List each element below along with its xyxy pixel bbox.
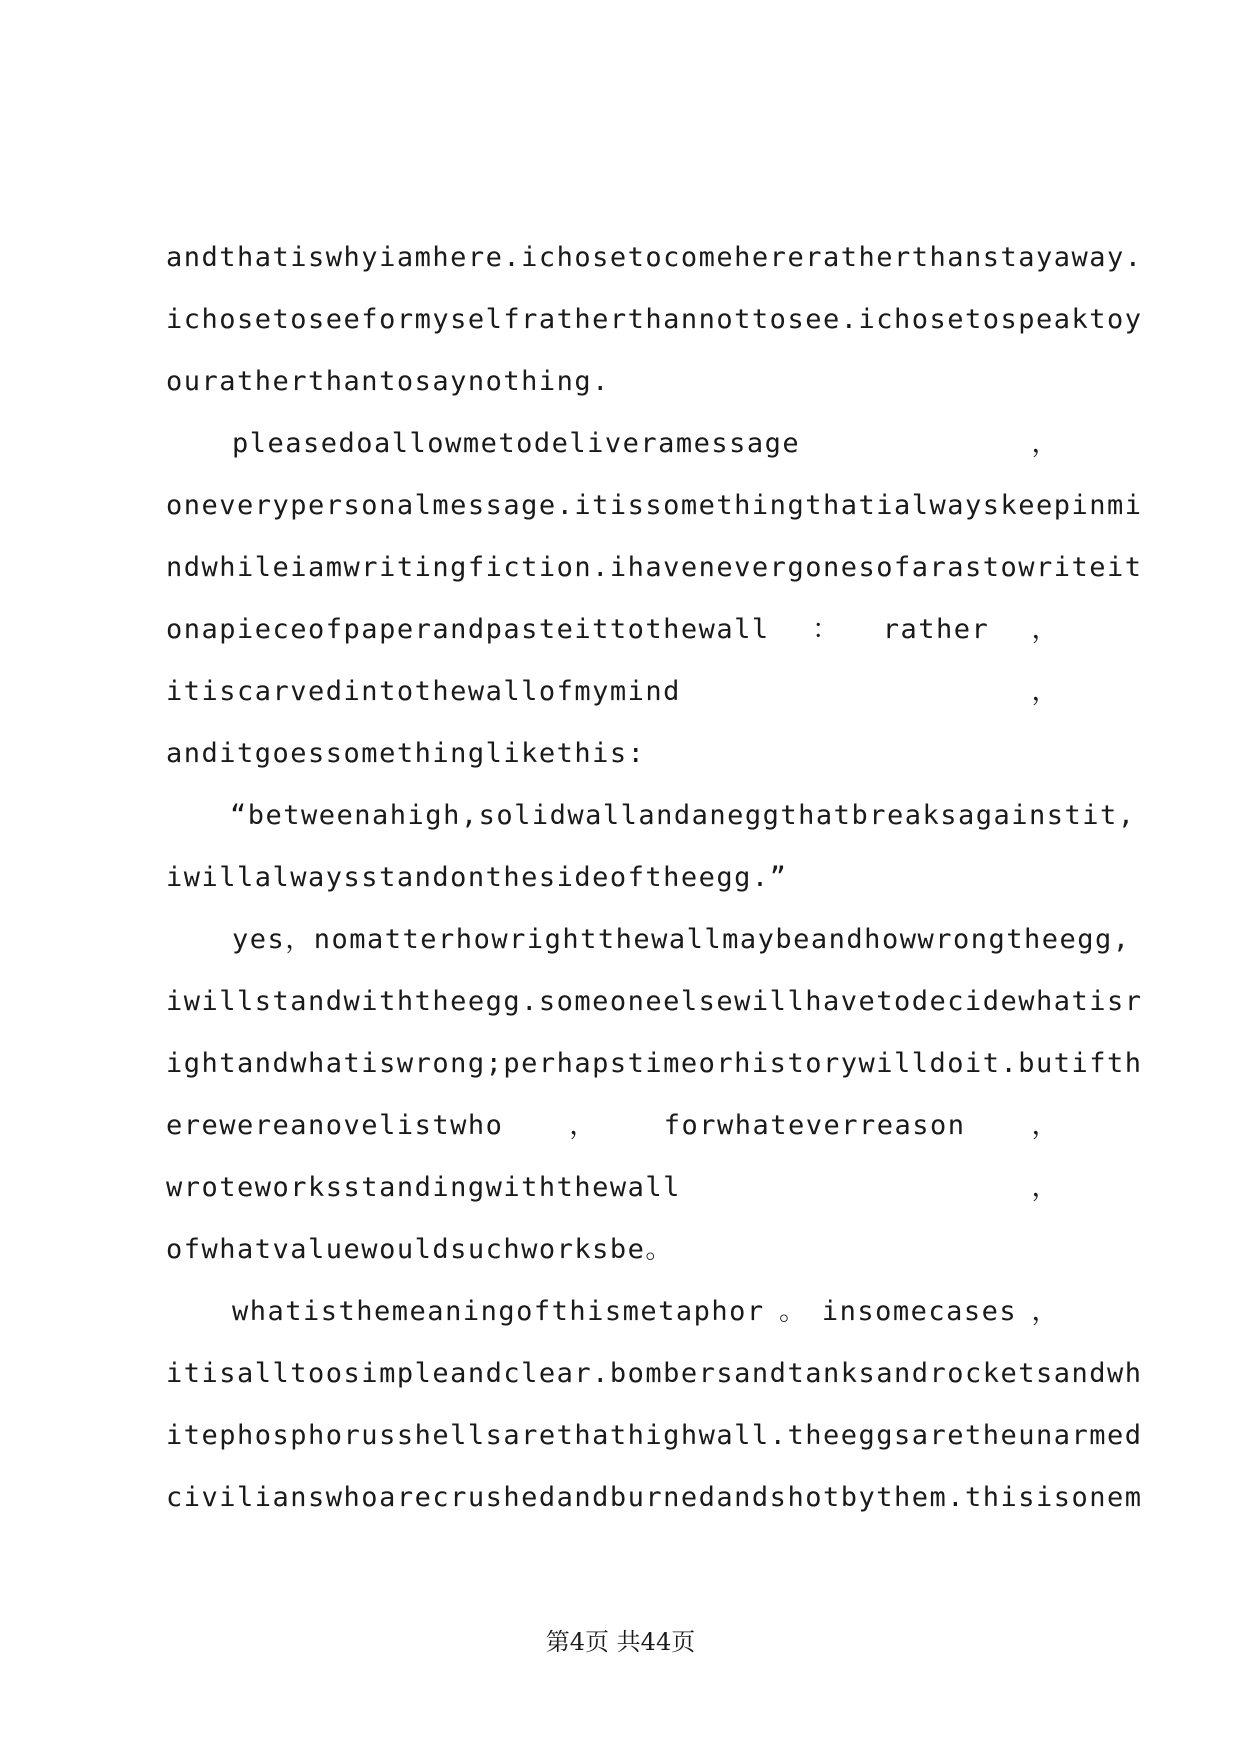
text-segment: onapieceofpaperandpasteittothewall: [166, 614, 770, 645]
text-segment: insomecases: [821, 1296, 1018, 1327]
text-line: iwillalwaysstandonthesideoftheegg.”: [166, 862, 788, 893]
text-line: civilianswhoarecrushedandburnedandshotbythem.thisisonem: [166, 1482, 1143, 1513]
text-segment: 。: [779, 1296, 808, 1327]
text-segment: itiscarvedintothewallofmymind: [166, 676, 681, 707]
text-line: ndwhileiamwritingfiction.ihavenevergonesofarastowriteit: [166, 552, 1143, 583]
text-segment: wroteworksstandingwiththewall: [166, 1172, 681, 1203]
text-line: ofwhatvaluewouldsuchworksbe。: [166, 1234, 674, 1265]
text-line: [166, 1168, 1060, 1208]
text-line: itisalltoosimpleandclear.bombersandtanksandrocketsandwh: [166, 1358, 1143, 1389]
text-line: oneverypersonalmessage.itissomethingthatialwayskeepinmi: [166, 490, 1143, 521]
text-segment: ，: [1031, 676, 1060, 707]
text-segment: whatisthemeaningofthismetaphor: [232, 1296, 765, 1327]
text-segment: ，: [1031, 614, 1060, 645]
text-segment: erewereanovelistwho: [166, 1110, 504, 1141]
text-line: [232, 424, 1060, 464]
text-line: “betweenahigh,solidwallandaneggthatbreaksagainstit,: [230, 800, 1136, 831]
text-line: ichosetoseeformyselfratherthannottosee.ichosetospeaktoy: [166, 304, 1143, 335]
text-line: iwillstandwiththeegg.someoneelsewillhavetodecidewhatisr: [166, 986, 1143, 1017]
text-line: [166, 610, 1060, 650]
text-segment: ：: [811, 614, 841, 645]
text-segment: forwhateverreason: [663, 1110, 966, 1141]
text-line: yes，nomatterhowrightthewallmaybeandhowwrongtheegg,: [232, 924, 1131, 955]
text-line: anditgoessomethinglikethis:: [166, 738, 646, 769]
text-line: [166, 1106, 1060, 1146]
text-segment: rather: [882, 614, 990, 645]
text-line: andthatiswhyiamhere.ichosetocomehereratherthanstayaway.: [166, 242, 1143, 273]
text-segment: ，: [1031, 428, 1060, 459]
text-line: itephosphorusshellsarethathighwall.theeggsaretheunarmed: [166, 1420, 1143, 1451]
text-segment: ，: [1031, 1110, 1060, 1141]
text-segment: ，: [569, 1110, 598, 1141]
text-line: [166, 672, 1060, 712]
text-segment: pleasedoallowmetodeliveramessage: [232, 428, 801, 459]
text-line: ouratherthantosaynothing.: [166, 366, 610, 397]
text-segment: ，: [1031, 1172, 1060, 1203]
page-number-footer: 第4页 共44页: [545, 1628, 696, 1656]
text-line: ightandwhatiswrong;perhapstimeorhistorywilldoit.butifth: [166, 1048, 1143, 1079]
text-line: [232, 1292, 1060, 1332]
text-segment: ，: [1031, 1296, 1060, 1327]
